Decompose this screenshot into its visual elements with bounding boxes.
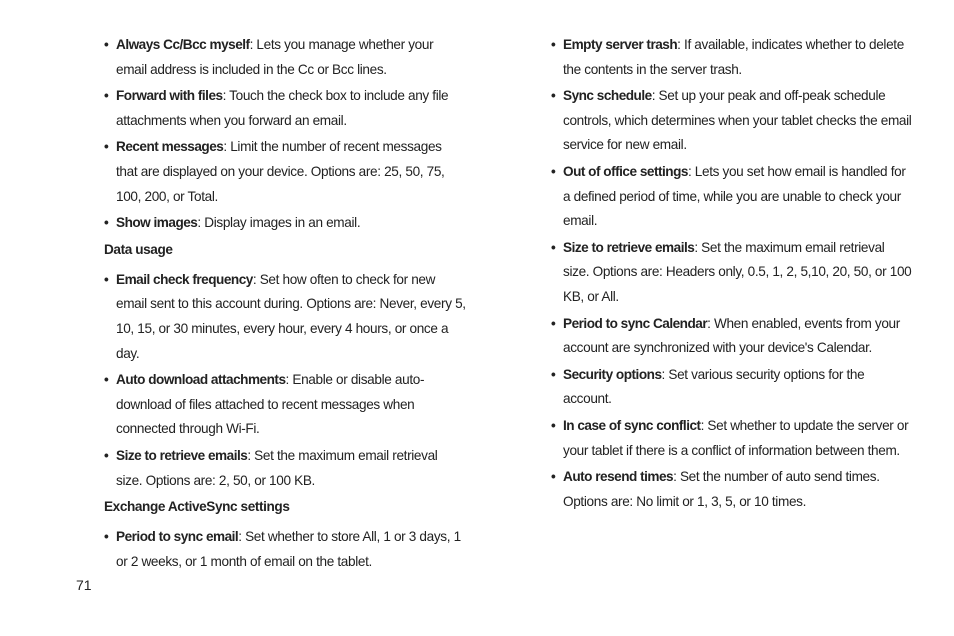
- item-term: Period to sync Calendar: [563, 315, 708, 331]
- bullet: •: [104, 271, 109, 287]
- section-heading-data-usage: Data usage: [104, 241, 173, 257]
- item-text: : Set up your peak and off-peak schedule controls, which determines when your tablet checks the email service for new email.: [563, 88, 912, 153]
- list-item: [551, 160, 913, 234]
- item-term: Sync schedule: [563, 88, 652, 104]
- item-term: Auto download attachments: [116, 372, 286, 388]
- list-item: [104, 84, 466, 133]
- list-item: [104, 525, 466, 574]
- bullet: •: [551, 88, 556, 104]
- item-term: Security options: [563, 366, 662, 382]
- list-item: [551, 363, 913, 412]
- bullet: •: [551, 239, 556, 255]
- list-item: [551, 33, 913, 82]
- item-text: : Set the maximum email retrieval size. Options are: 2, 50, or 100 KB.: [116, 447, 438, 488]
- right-column: [551, 33, 913, 516]
- list-item: [104, 444, 466, 493]
- bullet: •: [104, 447, 109, 463]
- item-text: : Limit the number of recent messages that are displayed on your device. Options are: 25, 50, 75, 100, 200, or Total.: [116, 139, 445, 204]
- left-column: [104, 33, 466, 576]
- section-heading-exchange: Exchange ActiveSync settings: [104, 499, 290, 515]
- page-number: 71: [76, 577, 92, 593]
- bullet: •: [104, 139, 109, 155]
- item-term: In case of sync conflict: [563, 417, 701, 433]
- item-text: : Set whether to update the server or your tablet if there is a conflict of information between them.: [563, 417, 909, 458]
- item-term: Email check frequency: [116, 271, 253, 287]
- bullet: •: [104, 529, 109, 545]
- item-text: : Lets you manage whether your email address is included in the Cc or Bcc lines.: [116, 37, 434, 77]
- item-term: Recent messages: [116, 139, 224, 155]
- item-term: Period to sync email: [116, 529, 239, 545]
- item-text: : Display images in an email.: [197, 215, 361, 231]
- list-item: [104, 268, 466, 366]
- item-text: : Set whether to store All, 1 or 3 days, 1 or 2 weeks, or 1 month of email on the tablet.: [116, 529, 461, 569]
- item-text: : Set the number of auto send times. Options are: No limit or 1, 3, 5, or 10 times.: [563, 469, 880, 509]
- item-term: Size to retrieve emails: [116, 447, 248, 463]
- item-text: : Set various security options for the account.: [563, 366, 865, 407]
- list-item: [551, 236, 913, 310]
- list-item: [551, 312, 913, 361]
- item-text: : Set the maximum email retrieval size. Options are: Headers only, 0.5, 1, 2, 5,10, 20, 50, or 100 KB, or All.: [563, 239, 912, 304]
- item-text: : If available, indicates whether to delete the contents in the server trash.: [563, 37, 904, 77]
- item-text: : Touch the check box to include any file attachments when you forward an email.: [116, 88, 449, 128]
- item-term: Out of office settings: [563, 163, 688, 179]
- list-item: [551, 414, 913, 463]
- bullet: •: [551, 469, 556, 485]
- list-item: [551, 465, 913, 514]
- item-term: Always Cc/Bcc myself: [116, 37, 250, 52]
- bullet: •: [104, 215, 109, 231]
- item-text: : Set how often to check for new email sent to this account during. Options are: Never, every 5, 10, 15, or 30 minutes, every hour, every 4 hours, or once a day.: [116, 271, 466, 361]
- item-text: : Lets you set how email is handled for a defined period of time, while you are unable to check your email.: [563, 163, 906, 229]
- list-item: [104, 33, 466, 82]
- bullet: •: [104, 37, 109, 52]
- bullet: •: [551, 315, 556, 331]
- list-item: [551, 84, 913, 158]
- list-item: [104, 368, 466, 442]
- item-term: Show images: [116, 215, 198, 231]
- item-term: Size to retrieve emails: [563, 239, 695, 255]
- item-text: : Enable or disable auto-download of files attached to recent messages when connected through Wi-Fi.: [116, 372, 425, 437]
- bullet: •: [551, 366, 556, 382]
- bullet: •: [551, 37, 556, 52]
- item-text: : When enabled, events from your account are synchronized with your device's Calendar.: [563, 315, 900, 356]
- item-term: Forward with files: [116, 88, 223, 104]
- list-item: [104, 211, 466, 236]
- list-item: [104, 135, 466, 209]
- item-term: Empty server trash: [563, 37, 678, 52]
- bullet: •: [551, 163, 556, 179]
- bullet: •: [104, 88, 109, 104]
- item-term: Auto resend times: [563, 469, 674, 485]
- bullet: •: [104, 372, 109, 388]
- bullet: •: [551, 417, 556, 433]
